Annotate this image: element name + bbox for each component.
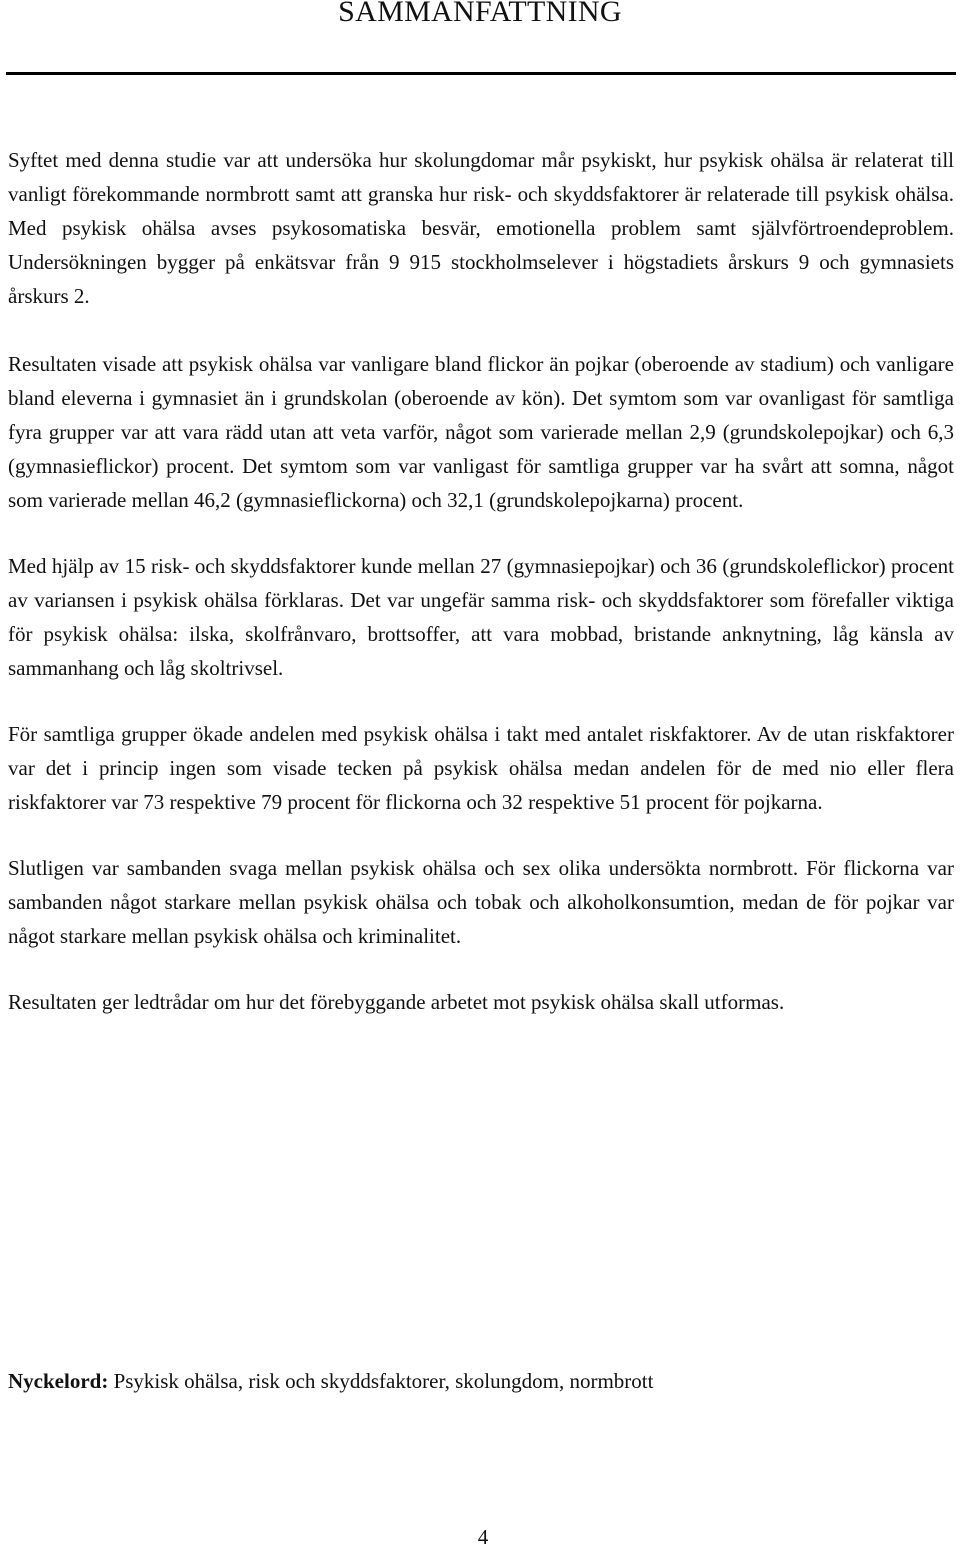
- paragraph-risk-factors: Med hjälp av 15 risk- och skyddsfaktorer kunde mellan 27 (gymnasiepojkar) och 36 (grundskoleflickor) procent av variansen i psykisk ohälsa förklaras. Det var ungefär samma risk- och skyddsfaktorer som förefaller viktiga för psykisk ohälsa: ilska, skolfrånvaro, brottsoffer, att vara mobbad, bristande anknytning, låg känsla av sammanhang och låg skoltrivsel.: [8, 554, 954, 680]
- paragraph-purpose: Syftet med denna studie var att undersöka hur skolungdomar mår psykiskt, hur psykisk ohälsa är relaterat till vanligt förekommande normbrott samt att granska hur risk- och skyddsfaktorer är relaterade till psykisk ohälsa. Med psykisk ohälsa avses psykosomatiska besvär, emotionella problem samt självförtroendeproblem. Undersökningen bygger på enkätsvar från 9 915 stockholmselever i högstadiets årskurs 9 och gymnasiets årskurs 2.: [8, 148, 954, 308]
- page-number: 4: [477, 1525, 489, 1549]
- keywords-line: [8, 1364, 653, 1398]
- summary-body: [8, 143, 954, 1051]
- page-title: SAMMANFATTNING: [338, 0, 622, 28]
- paragraph-norm-violations: Slutligen var sambanden svaga mellan psykisk ohälsa och sex olika undersökta normbrott. För flickorna var sambanden något starkare mellan psykisk ohälsa och tobak och alkoholkonsumtion, medan de för pojkar var något starkare mellan psykisk ohälsa och kriminalitet.: [8, 856, 954, 948]
- paragraph-conclusion: Resultaten ger ledtrådar om hur det förebyggande arbetet mot psykisk ohälsa skall utformas.: [8, 990, 785, 1014]
- keywords-text: Psykisk ohälsa, risk och skyddsfaktorer, skolungdom, normbrott: [108, 1369, 654, 1393]
- title-rule: [6, 72, 956, 75]
- paragraph-risk-accumulation: För samtliga grupper ökade andelen med psykisk ohälsa i takt med antalet riskfaktorer. Av de utan riskfaktorer var det i princip ingen som visade tecken på psykisk ohälsa medan andelen för de med nio eller flera riskfaktorer var 73 respektive 79 procent för flickorna och 32 respektive 51 procent för pojkarna.: [8, 722, 954, 814]
- keywords-label: Nyckelord:: [8, 1369, 109, 1393]
- paragraph-results: Resultaten visade att psykisk ohälsa var vanligare bland flickor än pojkar (oberoende av stadium) och vanligare bland eleverna i gymnasiet än i grundskolan (oberoende av kön). Det symtom som var ovanligast för samtliga fyra grupper var att vara rädd utan att veta varför, något som varierade mellan 2,9 (grundskolepojkar) och 6,3 (gymnasieflickor) procent. Det symtom som var vanligast för samtliga grupper var ha svårt att somna, något som varierade mellan 46,2 (gymnasieflickorna) och 32,1 (grundskolepojkarna) procent.: [8, 352, 954, 512]
